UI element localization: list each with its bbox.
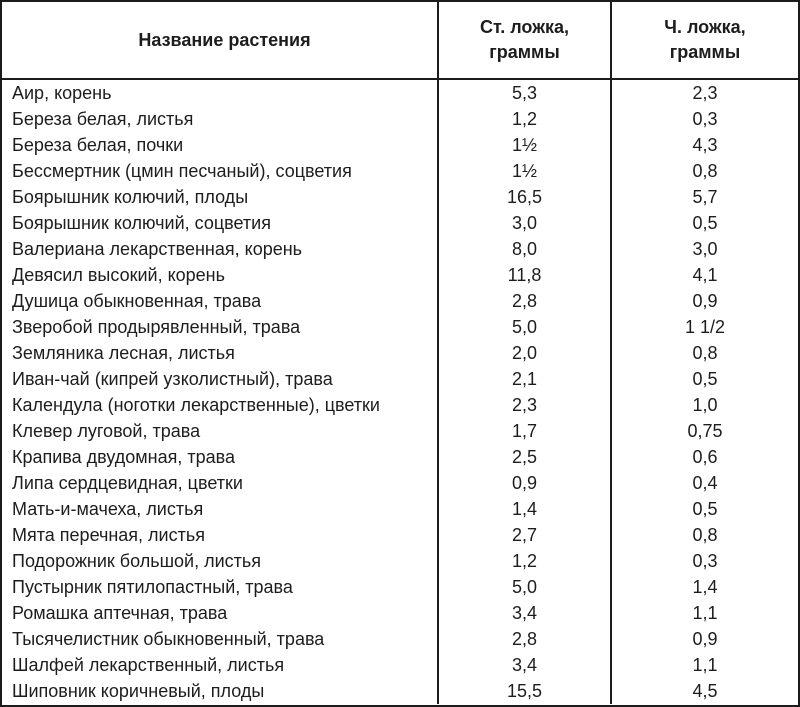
table-row [2,522,798,548]
teaspoon-value-cell: 0,5 [610,210,798,236]
tablespoon-value-cell: 1,2 [437,106,610,132]
plant-name-cell: Мать-и-мачеха, листья [12,498,204,519]
table-row [2,158,798,184]
header-tablespoon-line2: граммы [489,42,560,62]
table-row [2,444,798,470]
table-row [2,184,798,210]
header-teaspoon-grams [610,2,798,78]
tablespoon-value-cell: 1½ [437,132,610,158]
tablespoon-value-cell: 5,0 [437,574,610,600]
table-row [2,210,798,236]
table-row [2,132,798,158]
plant-name-cell: Пустырник пятилопастный, трава [12,576,293,597]
tablespoon-value-cell: 2,8 [437,626,610,652]
teaspoon-value-cell: 0,75 [610,418,798,444]
plant-name-cell: Шиповник коричневый, плоды [12,680,265,701]
teaspoon-value-cell: 0,3 [610,548,798,574]
teaspoon-value-cell: 0,5 [610,366,798,392]
table-row [2,236,798,262]
header-teaspoon-line1: Ч. ложка, [664,17,746,37]
plant-name-cell: Душица обыкновенная, трава [12,290,262,311]
teaspoon-value-cell: 4,1 [610,262,798,288]
header-plant-name-label: Название растения [138,29,311,50]
teaspoon-value-cell: 1,1 [610,600,798,626]
table-row [2,392,798,418]
table-row [2,496,798,522]
tablespoon-value-cell: 16,5 [437,184,610,210]
tablespoon-value-cell: 5,3 [437,80,610,106]
table-row [2,418,798,444]
teaspoon-value-cell: 5,7 [610,184,798,210]
plant-name-cell: Зверобой продырявленный, трава [12,316,301,337]
tablespoon-value-cell: 15,5 [437,678,610,704]
table-row [2,288,798,314]
plant-name-cell: Липа сердцевидная, цветки [12,472,243,493]
tablespoon-value-cell: 1½ [437,158,610,184]
plant-name-cell: Береза белая, почки [12,134,184,155]
plant-name-cell: Валериана лекарственная, корень [12,238,303,259]
table-row [2,678,798,704]
teaspoon-value-cell: 0,3 [610,106,798,132]
plant-name-cell: Иван-чай (кипрей узколистный), трава [12,368,333,389]
header-tablespoon-grams [437,2,610,78]
teaspoon-value-cell: 1,0 [610,392,798,418]
plant-name-cell: Береза белая, листья [12,108,194,129]
plant-name-cell: Боярышник колючий, плоды [12,186,249,207]
plant-name-cell: Боярышник колючий, соцветия [12,212,271,233]
header-teaspoon-line2: граммы [669,42,741,62]
teaspoon-value-cell: 0,9 [610,288,798,314]
tablespoon-value-cell: 0,9 [437,470,610,496]
table-row [2,262,798,288]
teaspoon-value-cell: 0,4 [610,470,798,496]
teaspoon-value-cell: 1,4 [610,574,798,600]
table-row [2,652,798,678]
plant-name-cell: Крапива двудомная, трава [12,446,235,467]
plant-name-cell: Аир, корень [12,82,112,103]
teaspoon-value-cell: 0,9 [610,626,798,652]
teaspoon-value-cell: 1 1/2 [610,314,798,340]
tablespoon-value-cell: 3,4 [437,652,610,678]
table-body [2,80,798,704]
table-row [2,80,798,106]
header-plant-name [2,2,437,78]
tablespoon-value-cell: 2,1 [437,366,610,392]
table-row [2,366,798,392]
teaspoon-value-cell: 0,8 [610,340,798,366]
plant-name-cell: Шалфей лекарственный, листья [12,654,285,675]
teaspoon-value-cell: 3,0 [610,236,798,262]
plant-name-cell: Ромашка аптечная, трава [12,602,228,623]
table-row [2,626,798,652]
tablespoon-value-cell: 1,2 [437,548,610,574]
table-row [2,314,798,340]
tablespoon-value-cell: 11,8 [437,262,610,288]
plant-name-cell: Календула (ноготки лекарственные), цветки [12,394,380,415]
teaspoon-value-cell: 0,6 [610,444,798,470]
tablespoon-value-cell: 2,7 [437,522,610,548]
table-row [2,574,798,600]
table-row [2,548,798,574]
plant-name-cell: Тысячелистник обыкновенный, трава [12,628,325,649]
tablespoon-value-cell: 2,0 [437,340,610,366]
tablespoon-value-cell: 2,5 [437,444,610,470]
teaspoon-value-cell: 1,1 [610,652,798,678]
table-row [2,600,798,626]
plant-name-cell: Девясил высокий, корень [12,264,225,285]
table-row [2,340,798,366]
plant-name-cell: Земляника лесная, листья [12,342,235,363]
table-row [2,470,798,496]
plant-name-cell: Бессмертник (цмин песчаный), соцветия [12,160,352,181]
tablespoon-value-cell: 8,0 [437,236,610,262]
teaspoon-value-cell: 0,5 [610,496,798,522]
teaspoon-value-cell: 4,3 [610,132,798,158]
plant-name-cell: Мята перечная, листья [12,524,205,545]
tablespoon-value-cell: 2,3 [437,392,610,418]
table-header-row [2,2,798,80]
tablespoon-value-cell: 2,8 [437,288,610,314]
teaspoon-value-cell: 4,5 [610,678,798,704]
header-tablespoon-line1: Ст. ложка, [480,17,569,37]
plant-name-cell: Подорожник большой, листья [12,550,262,571]
plant-name-cell: Клевер луговой, трава [12,420,201,441]
table-row [2,106,798,132]
teaspoon-value-cell: 0,8 [610,522,798,548]
tablespoon-value-cell: 3,0 [437,210,610,236]
tablespoon-value-cell: 5,0 [437,314,610,340]
teaspoon-value-cell: 0,8 [610,158,798,184]
tablespoon-value-cell: 3,4 [437,600,610,626]
teaspoon-value-cell: 2,3 [610,80,798,106]
tablespoon-value-cell: 1,4 [437,496,610,522]
tablespoon-value-cell: 1,7 [437,418,610,444]
